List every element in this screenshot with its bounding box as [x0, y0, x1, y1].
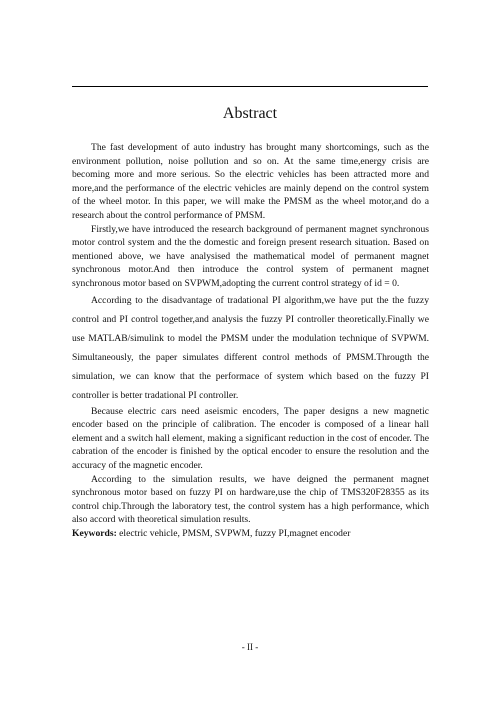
page-title: Abstract — [222, 105, 278, 122]
keywords-text: electric vehicle, PMSM, SVPWM, fuzzy PI,magnet encoder — [116, 527, 351, 539]
abstract-paragraph: According to the simulation results, we have deigned the permanent magnet synchronous motor based on fuzzy PI on hardware,use the chip of TMS320F28355 as its control chip.Through the laboratory test, the control system has a high performance, which also accord with theoretical simulation results. — [72, 473, 429, 526]
abstract-paragraph: Firstly,we have introduced the research background of permanent magnet synchronous motor control system and the the domestic and foreign present research situation. Based on mentioned above, we have analysised the mathematical model of permanent magnet synchronous motor.And then introduce the control system of permanent magnet synchronous motor based on SVPWM,adopting the current control strategy of id = 0. — [72, 223, 429, 289]
abstract-body — [72, 141, 429, 540]
page-number: - II - — [241, 642, 259, 652]
abstract-paragraph: Because electric cars need aseismic encoders, The paper designs a new magnetic encoder based on the principle of calibration. The encoder is composed of a linear hall element and a switch hall element, making a significant reduction in the cost of encoder. The cabration of the encoder is finished by the optical encoder to ensure the resolution and the accuracy of the magnetic encoder. — [72, 405, 429, 471]
abstract-paragraph: The fast development of auto industry has brought many shortcomings, such as the environment pollution, noise pollution and so on. At the same time,energy crisis are becoming more and more serious. So the electric vehicles has been attracted more and more,and the performance of the electric vehicles are mainly depend on the control system of the wheel motor. In this paper, we will make the PMSM as the wheel motor,and do a research about the control performance of PMSM. — [72, 142, 429, 221]
header-rule — [72, 86, 428, 87]
abstract-paragraph: According to the disadvantage of tradational PI algorithm,we have put the the fuzzy control and PI control together,and analysis the fuzzy PI controller theoretically.Finally we use MATLAB/simulink to model the PMSM under the modulation technique of SVPWM. Simultaneously, the paper simulates different control methods of PMSM.Througth the simulation, we can know that the performace of system which based on the fuzzy PI controller is better tradational PI controller. — [72, 294, 429, 401]
keywords-label: Keywords: — [72, 527, 117, 539]
keywords-line — [72, 527, 429, 541]
